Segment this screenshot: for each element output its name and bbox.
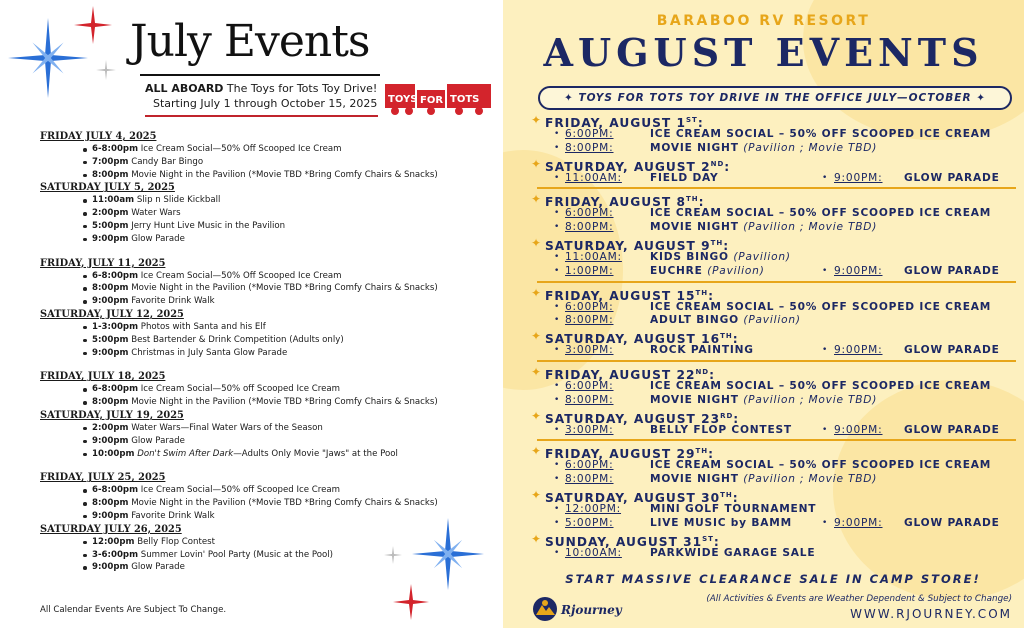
event-time: 9:00pm (92, 435, 129, 446)
day-label: SATURDAY, AUGUST 30 (545, 490, 721, 505)
event-title: GLOW PARADE (904, 264, 1000, 277)
july-event-item (40, 143, 490, 156)
july-event-item (40, 422, 490, 435)
august-event-item (531, 424, 1016, 438)
event-time: 9:00pm (92, 562, 129, 573)
event-location: (Pavilion ; Movie TBD) (743, 141, 878, 154)
event-text: Ice Cream Social—50% Off Scooped Ice Cream (138, 270, 342, 281)
july-event-item (40, 207, 490, 220)
event-desc (650, 424, 792, 438)
event-text: Favorite Drink Walk (128, 296, 215, 307)
july-event-item (40, 396, 490, 409)
event-title: MOVIE NIGHT (650, 221, 739, 234)
august-event-item (531, 172, 1016, 186)
bullet-icon: • (822, 345, 829, 356)
day-suffix: RD (720, 411, 734, 420)
august-day-heading (531, 112, 1016, 128)
august-day-heading (531, 443, 1016, 462)
event-text: Movie Night in the Pavilion (*Movie TBD *Bring Comfy Chairs & Snacks) (128, 169, 438, 180)
red-divider (145, 115, 378, 117)
event-time: 5:00PM: (565, 516, 614, 529)
event-title: ICE CREAM SOCIAL – 50% OFF SCOOPED ICE CREAM (650, 459, 992, 472)
july-event-item (40, 220, 490, 233)
event-desc (650, 142, 877, 156)
august-event-item (531, 251, 1016, 265)
july-event-item (40, 347, 490, 360)
july-day-heading: FRIDAY, JULY 25, 2025 (40, 472, 166, 484)
august-events-panel (503, 0, 1024, 628)
event-title: FIELD DAY (650, 171, 719, 184)
event-text: Water Wars—Final Water Wars of the Season (128, 422, 323, 433)
august-disclaimer: (All Activities & Events are Weather Dependent & Subject to Change) (706, 594, 1012, 604)
svg-text:TOTS: TOTS (450, 94, 480, 105)
toy-drive-banner: ✦ TOYS FOR TOTS TOY DRIVE IN THE OFFICE JULY—OCTOBER ✦ (538, 86, 1012, 110)
august-day-heading (531, 191, 1016, 210)
event-time: 9:00PM: (834, 344, 883, 357)
day-colon: : (708, 288, 714, 303)
event-time: 7:00pm (92, 156, 129, 167)
event-location: (Pavilion) (733, 250, 791, 263)
bullet-icon: • (554, 474, 561, 485)
july-event-item (40, 383, 490, 396)
event-text: Summer Lovin' Pool Party (Music at the Pool) (138, 549, 334, 560)
clearance-banner: START MASSIVE CLEARANCE SALE IN CAMP STORE! (565, 572, 981, 586)
website: WWW.RJOURNEY.COM (850, 607, 1012, 621)
august-event-item (531, 503, 1016, 517)
day-suffix: TH (695, 447, 709, 456)
event-time: 1-3:00pm (92, 321, 139, 332)
toys-for-tots-logo (383, 80, 493, 116)
july-event-item (40, 484, 490, 497)
august-day-heading (531, 364, 1016, 380)
svg-text:TOYS: TOYS (388, 94, 418, 105)
august-day-heading (531, 156, 1016, 172)
event-time: 3:00PM: (565, 344, 614, 357)
bullet-icon: • (554, 222, 561, 233)
bullet-icon: • (554, 315, 561, 326)
event-time: 5:00pm (92, 334, 129, 345)
event-time: 6:00PM: (565, 128, 614, 140)
event-text: Jerry Hunt Live Music in the Pavilion (128, 220, 286, 231)
event-text: Water Wars (128, 208, 181, 219)
bullet-icon: • (554, 503, 561, 514)
event-time: 5:00pm (92, 220, 129, 231)
bullet-icon: • (822, 424, 829, 435)
event-time: 10:00AM: (565, 546, 622, 559)
event-time: 9:00pm (92, 510, 129, 521)
event-title: ADULT BINGO (650, 314, 739, 327)
red-star-bottom-icon (393, 584, 429, 620)
event-location: (Pavilion) (707, 264, 765, 277)
bullet-icon: • (554, 208, 561, 219)
event-title: LIVE MUSIC by BAMM (650, 516, 792, 529)
august-event-item (531, 380, 1016, 394)
day-label: SATURDAY, AUGUST 23 (545, 411, 721, 426)
event-time: 8:00PM: (565, 314, 614, 327)
event-time: 9:00pm (92, 347, 129, 358)
week-divider (537, 360, 1016, 362)
bullet-icon: • (822, 172, 829, 183)
week-divider (537, 187, 1016, 189)
event-title: MOVIE NIGHT (650, 393, 739, 406)
event-text: Glow Parade (128, 562, 185, 573)
event-time: 8:00PM: (565, 473, 614, 486)
event-time: 11:00AM: (565, 171, 622, 184)
august-event-item (531, 221, 1016, 235)
event-text: Movie Night in the Pavilion (*Movie TBD *Bring Comfy Chairs & Snacks) (128, 498, 438, 509)
red-star-icon (74, 6, 112, 44)
event-time: 2:00pm (92, 208, 129, 219)
event-location: (Pavilion ; Movie TBD) (743, 393, 878, 406)
event-title: MOVIE NIGHT (650, 473, 739, 486)
bullet-icon: • (822, 265, 829, 276)
diamond-icon: ✦ (971, 92, 987, 104)
event-title: ICE CREAM SOCIAL – 50% OFF SCOOPED ICE CREAM (650, 207, 992, 220)
event-desc (650, 473, 877, 487)
event-time: 8:00pm (92, 397, 129, 408)
july-event-item (40, 270, 490, 283)
event-time: 9:00PM: (834, 171, 883, 184)
event-time: 8:00pm (92, 169, 129, 180)
event-time: 6-8:00pm (92, 144, 139, 154)
august-event-item (531, 394, 1016, 408)
event-location: (Pavilion) (743, 314, 801, 327)
event-title: KIDS BINGO (650, 250, 729, 263)
event-text: Favorite Drink Walk (128, 510, 215, 521)
event-time: 6:00PM: (565, 300, 614, 313)
event-desc (650, 503, 816, 517)
event-title: GLOW PARADE (904, 171, 1000, 184)
july-event-item (40, 169, 490, 182)
bullet-icon: • (554, 380, 561, 391)
event-time: 6-8:00pm (92, 384, 139, 395)
day-label: FRIDAY, AUGUST 29 (545, 447, 696, 462)
event-text: Christmas in July Santa Glow Parade (128, 347, 288, 358)
event-time: 9:00PM: (834, 423, 883, 436)
bullet-icon: • (554, 129, 561, 139)
bullet-icon: • (554, 394, 561, 405)
bullet-icon: • (554, 265, 561, 276)
event-title: GLOW PARADE (904, 344, 1000, 357)
day-suffix: ND (710, 159, 725, 168)
event-desc (650, 547, 815, 561)
event-time: 9:00PM: (834, 516, 883, 529)
august-event-item (531, 301, 1016, 315)
july-event-item (40, 295, 490, 308)
event-time: 3:00PM: (565, 423, 614, 436)
july-day-heading: FRIDAY, JULY 11, 2025 (40, 257, 166, 269)
july-schedule (40, 130, 490, 574)
day-suffix: ST (702, 534, 714, 543)
bullet-icon: • (554, 301, 561, 312)
event-title: MOVIE NIGHT (650, 141, 739, 154)
august-event-item (531, 265, 1016, 279)
day-colon: : (723, 238, 730, 253)
bullet-icon: • (554, 345, 561, 356)
event-time: 6:00PM: (565, 207, 614, 220)
event-location: (Pavilion ; Movie TBD) (743, 473, 878, 486)
july-event-item (40, 334, 490, 347)
event-time: 11:00AM: (565, 250, 622, 263)
day-colon: : (708, 447, 714, 462)
day-label: FRIDAY, AUGUST 15 (545, 288, 696, 303)
event-time: 8:00PM: (565, 393, 614, 406)
august-day-heading (531, 408, 1016, 424)
july-day-heading: FRIDAY, JULY 18, 2025 (40, 371, 166, 383)
event-title: ICE CREAM SOCIAL – 50% OFF SCOOPED ICE CREAM (650, 300, 992, 313)
bullet-icon: • (554, 251, 561, 262)
rjourney-logo (531, 594, 631, 624)
day-suffix: TH (720, 490, 733, 499)
bullet-icon: • (554, 547, 561, 558)
july-event-item (40, 233, 490, 246)
event-text: Don't Swim After Dark—Adults Only Movie "Jaws" at the Pool (134, 448, 398, 459)
july-event-item (40, 448, 490, 461)
event-time: 8:00pm (92, 498, 129, 509)
august-event-item (531, 459, 1016, 473)
august-event-item (531, 517, 1016, 531)
august-event-item (531, 207, 1016, 221)
day-suffix: TH (720, 332, 733, 341)
event-time: 11:00am (92, 195, 135, 206)
day-suffix: ST (685, 116, 698, 124)
event-text: Movie Night in the Pavilion (*Movie TBD *Bring Comfy Chairs & Snacks) (128, 397, 438, 408)
july-day-heading: SATURDAY, JULY 19, 2025 (40, 409, 184, 421)
day-colon: : (732, 332, 739, 347)
july-event-item (40, 156, 490, 169)
event-desc (650, 459, 991, 473)
event-time: 3-6:00pm (92, 549, 139, 560)
event-time: 12:00PM: (565, 502, 622, 515)
event-text: Candy Bar Bingo (128, 156, 204, 167)
august-event-item (531, 142, 1016, 156)
july-day-heading: FRIDAY JULY 4, 2025 (40, 131, 157, 142)
event-time: 8:00PM: (565, 141, 614, 154)
event-title: GLOW PARADE (904, 516, 1000, 529)
july-event-item (40, 435, 490, 448)
event-text: Ice Cream Social—50% off Scooped Ice Cream (138, 485, 341, 496)
day-suffix: TH (685, 195, 699, 204)
event-desc (650, 394, 877, 408)
event-time: 10:00pm (92, 448, 135, 459)
toy-drive-dates: Starting July 1 through October 15, 2025 (153, 97, 378, 110)
event-desc (650, 265, 765, 279)
august-event-item (531, 547, 1016, 561)
july-event-item (40, 321, 490, 334)
blue-star-bottom-icon (412, 518, 484, 590)
event-desc (650, 128, 991, 142)
day-label: FRIDAY, AUGUST 22 (545, 367, 696, 382)
title-underline (140, 74, 380, 76)
event-text: Ice Cream Social—50% Off Scooped Ice Cream (138, 144, 342, 154)
august-event-item (531, 473, 1016, 487)
bullet-icon: • (554, 172, 561, 183)
august-day-heading (531, 235, 1016, 251)
bullet-icon: • (554, 424, 561, 435)
event-time: 8:00pm (92, 283, 129, 294)
day-label: SATURDAY, AUGUST 9 (545, 238, 711, 253)
gray-sparkle-icon (96, 60, 116, 80)
day-label: FRIDAY, AUGUST 1 (545, 116, 686, 130)
day-colon: : (732, 490, 739, 505)
event-text: Photos with Santa and his Elf (138, 321, 266, 332)
week-divider (537, 439, 1016, 441)
july-events-panel (0, 0, 503, 628)
event-title: EUCHRE (650, 264, 703, 277)
event-text: Glow Parade (128, 435, 185, 446)
day-colon: : (713, 534, 720, 549)
event-time: 9:00pm (92, 233, 129, 244)
event-time: 8:00PM: (565, 221, 614, 234)
event-time: 12:00pm (92, 536, 135, 547)
event-desc (650, 344, 754, 358)
day-suffix: ND (695, 367, 710, 376)
august-day-heading (531, 328, 1016, 347)
event-title: PARKWIDE GARAGE SALE (650, 546, 816, 559)
day-colon: : (733, 411, 740, 426)
day-suffix: TH (710, 238, 724, 247)
day-colon: : (724, 159, 731, 174)
event-text: Slip n Slide Kickball (134, 195, 221, 206)
event-text: Glow Parade (128, 233, 185, 244)
day-colon: : (698, 195, 705, 210)
july-day-heading: SATURDAY JULY 5, 2025 (40, 182, 175, 194)
event-title: GLOW PARADE (904, 423, 1000, 436)
august-event-item (531, 344, 1016, 358)
diamond-icon: ✦ (563, 92, 579, 104)
july-day-heading: SATURDAY, JULY 12, 2025 (40, 308, 184, 320)
day-colon: : (709, 367, 715, 382)
event-time: 6:00PM: (565, 379, 614, 392)
bullet-icon: • (822, 517, 829, 528)
event-text: Ice Cream Social—50% off Scooped Ice Cream (138, 384, 341, 395)
july-day-heading: SATURDAY JULY 26, 2025 (40, 523, 182, 535)
day-suffix: TH (695, 288, 709, 297)
gray-sparkle-bottom-icon (384, 546, 402, 564)
event-desc (650, 251, 791, 265)
event-text: Best Bartender & Drink Competition (Adults only) (128, 334, 344, 345)
event-text: Belly Flop Contest (134, 536, 215, 547)
event-time: 2:00pm (92, 422, 129, 433)
july-disclaimer: All Calendar Events Are Subject To Change. (40, 605, 227, 615)
august-schedule (531, 112, 1016, 560)
bullet-icon: • (554, 142, 561, 153)
event-desc (650, 221, 877, 235)
july-event-item (40, 282, 490, 295)
event-title: BELLY FLOP CONTEST (650, 423, 792, 436)
event-title: ICE CREAM SOCIAL – 50% OFF SCOOPED ICE CREAM (650, 379, 992, 392)
event-title: ICE CREAM SOCIAL – 50% OFF SCOOPED ICE CREAM (650, 128, 992, 140)
event-time: 9:00PM: (834, 264, 883, 277)
toy-drive-headline: ALL ABOARD The Toys for Tots Toy Drive! (145, 82, 378, 95)
event-time: 6-8:00pm (92, 485, 139, 496)
svg-text:FOR: FOR (420, 95, 444, 106)
event-desc (650, 172, 719, 186)
july-event-item (40, 194, 490, 207)
event-time: 6-8:00pm (92, 270, 139, 281)
august-day-heading (531, 285, 1016, 301)
day-label: FRIDAY, AUGUST 8 (545, 195, 686, 210)
august-event-item (531, 314, 1016, 328)
page-title: July Events (130, 16, 370, 67)
resort-name: BARABOO RV RESORT (656, 13, 871, 29)
august-event-item (531, 128, 1016, 142)
event-time: 6:00PM: (565, 459, 614, 472)
event-location: (Pavilion ; Movie TBD) (743, 221, 878, 234)
event-title: ROCK PAINTING (650, 344, 754, 357)
event-time: 1:00PM: (565, 264, 614, 277)
bullet-icon: • (554, 460, 561, 471)
event-title: MINI GOLF TOURNAMENT (650, 502, 817, 515)
event-time: 9:00pm (92, 296, 129, 307)
event-desc (650, 517, 792, 531)
august-day-heading (531, 487, 1016, 503)
event-desc (650, 301, 991, 315)
week-divider (537, 281, 1016, 283)
bullet-icon: • (554, 517, 561, 528)
day-label: SUNDAY, AUGUST 31 (545, 534, 703, 549)
event-desc (650, 207, 991, 221)
day-label: SATURDAY, AUGUST 2 (545, 159, 711, 174)
event-desc (650, 314, 801, 328)
august-title: AUGUST EVENTS (543, 30, 984, 75)
august-day-heading (531, 531, 1016, 547)
day-colon: : (697, 116, 704, 130)
day-label: SATURDAY, AUGUST 16 (545, 332, 721, 347)
svg-text:Rjourney: Rjourney (561, 603, 622, 617)
july-event-item (40, 497, 490, 510)
event-text: Movie Night in the Pavilion (*Movie TBD *Bring Comfy Chairs & Snacks) (128, 283, 438, 294)
event-desc (650, 380, 991, 394)
